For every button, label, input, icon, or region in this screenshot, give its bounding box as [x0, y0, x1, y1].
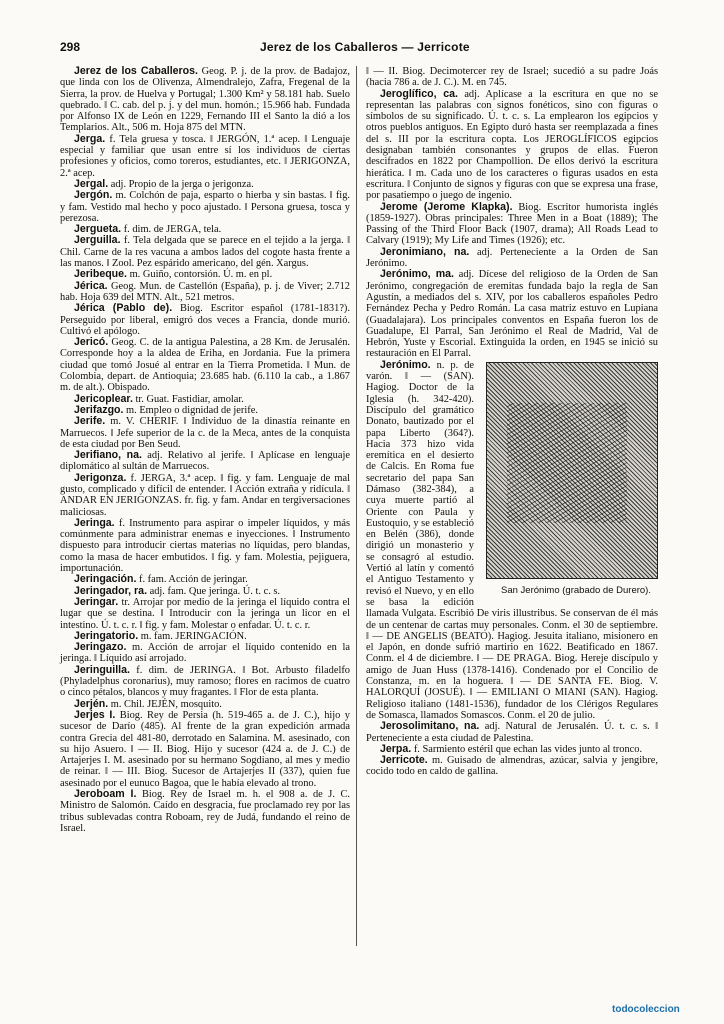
headword: Jeringación. [74, 573, 137, 586]
headword: Jerigonza. [74, 471, 127, 484]
headword: Jeribeque. [74, 268, 127, 281]
entry [60, 642, 350, 665]
entry [60, 473, 350, 518]
headword: Jerjes I. [74, 708, 116, 721]
figure-caption: San Jerónimo (grabado de Durero). [501, 584, 651, 596]
engraving-figure [480, 362, 658, 602]
definition: f. Instrumento para aspirar o impeler líquidos, y más comúnmente para administrar enemas e inyecciones. ‖ Instrumento dispuesto para introducir ciertas materias no líquidas, pero blandas, como la masa de hacer embutidos. ‖ fig. y fam. Molestia, pejiguera, importunación. [60, 517, 350, 575]
headword: Jerife. [74, 415, 106, 428]
definition: n. p. de varón. ‖ — (SAN). Hagiog. Doctor de la Iglesia (h. 342-420). Discípulo del gramático Donato, bautizado por el papa Liberto (364?). Hacia 373 hizo vida eremítica en el desierto de Calcis. En Roma fue secretario del papa San Dámaso (382-384), a cuya muerte partió al Oriente con Paula y Eustoquio, y se estableció en Belén (386), donde dirigió un monasterio y se consagró al estudio. Vertió al latín y comentó el Antiguo Testamento y revisó el Nuevo, y en ello se basa la edición llamada Vulgata. Escribió De viris illustribus. Se conservan de él más de un centenar de cartas muy personales. Conm. el 30 de septiembre. ‖ — DE ANGELIS (BEATO). Hagiog. Jesuita italiano, misionero en el Japón, en donde sufrió martirio en 1622. Beatificado en 1867. Conm. el 4 de diciembre. ‖ — DE PRAGA. Biog. Hereje discípulo y amigo de Juan Huss (1378-1416). Condenado por el Concilio de Constanza, m. en la hoguera. ‖ — DE SANTA FE. Biog. V. HALORQUÍ (JOSUÉ). ‖ — EMILIANI O MIANI (SAN). Hagiog. Religioso italiano (1481-1536), fundador de los Clérigos Regulares de Somasca, llamados Somascos. Conm. el 20 de julio. [366, 359, 658, 721]
entry [366, 269, 658, 359]
entry [60, 235, 350, 269]
headword: Jerifiano, na. [74, 449, 142, 462]
entry [366, 721, 658, 744]
entry [60, 134, 350, 179]
headword: Jerpa. [380, 742, 412, 755]
column-divider [356, 66, 357, 946]
entry [366, 247, 658, 270]
headword: Jergón. [74, 189, 113, 202]
entry [60, 66, 350, 134]
headword: Jeringar. [74, 595, 119, 608]
definition: Biog. Escritor español (1781-1831?). Perseguido por liberal, emigró dos veces a Francia, donde murió. Cultivó el apólogo. [60, 303, 350, 337]
definition: m. Guisado de almendras, azúcar, salvia y jengibre, cocido todo en caldo de gallina. [366, 755, 658, 778]
entry [60, 281, 350, 304]
running-head: Jerez de los Caballeros — Jerricote [260, 40, 470, 54]
headword: Jérica (Pablo de). [74, 302, 173, 315]
right-column [366, 66, 658, 778]
headword: Jerosolimitano, na. [380, 720, 480, 733]
definition: tr. Arrojar por medio de la jeringa el líquido contra el lugar que se destina. ‖ Introducir con la jeringa un licor en el intestino. Ú. t. c. r. ‖ fig. y fam. Molestar o enfadar. Ú. t. c. r. [60, 596, 350, 631]
headword: Jeringador, ra. [74, 584, 148, 597]
entry [366, 755, 658, 778]
headword: Jeroglífico, ca. [380, 87, 458, 100]
headword: Jerifazgo. [74, 403, 124, 416]
definition: m. Empleo o dignidad de jerife. [123, 404, 258, 416]
headword: Jeringatorio. [74, 629, 139, 642]
definition: tr. Guat. Fastidiar, amolar. [132, 393, 244, 405]
headword: Jerguilla. [74, 234, 121, 247]
definition: adj. Natural de Jerusalén. Ú. t. c. s. ‖ Perteneciente a esta ciudad de Palestina. [366, 721, 659, 744]
definition: Biog. Rey de Israel m. h. el 908 a. de J. C. Ministro de Salomón. Caído en desgracia, fue proclamado rey por las tribus sublevadas contra Roboam, rey de Judá, fundando el reino de Israel. [60, 789, 350, 834]
headword: Jeroboam I. [74, 788, 137, 800]
definition: f. dim. de JERINGA. ‖ Bot. Arbusto filadelfo (Phyladelphus coronarius), muy ramoso; flores en racimos de cuatro o cinco pétalos, blancos y muy fragantes. ‖ Flor de esta planta. [60, 664, 350, 699]
definition: adj. Relativo al jerife. ‖ Aplícase en lenguaje diplomático al sultán de Marruecos. [60, 450, 350, 473]
left-column [60, 66, 350, 834]
definition: m. fam. JERINGACIÓN. [138, 630, 247, 642]
definition: f. Tela delgada que se parece en el tejido a la jerga. ‖ Chil. Carne de la res vacuna a ambos lados del cogote hasta frente a las manos. ‖ Zool. Pez espárido americano, del gén. Xargus. [60, 235, 350, 270]
definition: Geog. C. de la antigua Palestina, a 28 Km. de Jerusalén. Corresponde hoy a la aldea de Eriha, en Jordania. Fue la primera ciudad que tomó Josué al entrar en la Tierra Prometida. ‖ Mun. de Colombia, depart. de Antioquia; 23.685 hab. (6.110 la cab., a 1.867 m. de alt.). Obispado. [60, 337, 350, 394]
entry [366, 89, 658, 202]
entry [366, 202, 658, 247]
entry [60, 416, 350, 450]
definition: adj. Perteneciente a la Orden de San Jerónimo. [366, 246, 658, 270]
headword: Jerome (Jerome Klapka). [380, 200, 513, 213]
definition: adj. fam. Que jeringa. Ú. t. c. s. [147, 585, 281, 597]
watermark: todocoleccion [612, 1004, 680, 1015]
entry [366, 360, 658, 722]
headword: Jeronimiano, na. [380, 245, 470, 258]
headword: Jerjén. [74, 697, 109, 710]
headword: Jeringuilla. [74, 663, 130, 676]
headword: Jergueta. [74, 223, 122, 236]
page-header [60, 40, 664, 60]
definition: adj. Propio de la jerga o jerigonza. [108, 178, 254, 190]
definition: Biog. Escritor humorista inglés (1859-1927). Obras principales: Three Men in a Boat (1889); The Passing of the Third Floor Back (1907, drama); All Roads Lead to Calvary (1919); My Life and Times (1926); etc. [366, 201, 658, 247]
definition: f. Sarmiento estéril que echan las vides junto al tronco. [411, 743, 643, 755]
headword: Jérica. [74, 279, 108, 292]
saint-jerome-engraving [486, 362, 658, 579]
entry [60, 710, 350, 789]
headword: Jeringazo. [74, 641, 127, 654]
definition: m. Acción de arrojar el líquido contenido en la jeringa. ‖ Líquido así arrojado. [60, 642, 350, 665]
entry [60, 665, 350, 699]
headword: Jerricote. [380, 754, 428, 767]
entry [60, 789, 350, 834]
entry [60, 190, 350, 224]
definition: ‖ — II. Biog. Decimotercer rey de Israel; sucedió a su padre Joás (hacia 786 a. de J. C.). M. en 745. [366, 66, 658, 89]
entry [60, 597, 350, 631]
headword: Jerónimo. [380, 358, 431, 371]
definition: adj. Dícese del religioso de la Orden de San Jerónimo, congregación de eremitas fundada bajo la regla de San Agustín, a mediados del s. XIV, por los caballeros españoles Pedro Fernández Pecha y Pedro Román. La casa matriz estuvo en Lupiana (Guadalajara). Los principales conventos en España fueron los de Guadalupe, El Parral, San Jerónimo el Real de Madrid, Val de Hebrón, Yuste y Escorial. Extinguida la orden, en 1945 se inició su restauración en El Parral. [366, 269, 658, 360]
entry [60, 303, 350, 337]
definition: f. Tela gruesa y tosca. ‖ JERGÓN, 1.ª acep. ‖ Lenguaje especial y familiar que usan entre sí los individuos de ciertas profesiones y oficios, como toreros, estudiantes, etc. ‖ JERIGONZA, 2.ª acep. [60, 133, 350, 179]
definition: f. dim. de JERGA, tela. [121, 224, 222, 236]
definition: m. Colchón de paja, esparto o hierba y sin bastas. ‖ fig. y fam. Vestido mal hecho y poco ajustado. ‖ Persona gruesa, tosca y perezosa. [60, 190, 350, 224]
entry [366, 66, 658, 89]
headword: Jerga. [74, 132, 106, 145]
definition: m. Guiño, contorsión. Ú. m. en pl. [127, 269, 273, 281]
headword: Jerónimo, ma. [380, 268, 454, 281]
headword: Jericoplear. [74, 392, 133, 405]
definition: f. JERGA, 3.ª acep. ‖ fig. y fam. Lenguaje de mal gusto, complicado y difícil de entender. ‖ Acción extraña y ridícula. ‖ ANDAR EN JERIGONZAS. fr. fig. y fam. Andar en tergiversaciones maliciosas. [60, 472, 350, 518]
definition: Biog. Rey de Persia (h. 519-465 a. de J. C.), hijo y sucesor de Darío (485). Al frente de la gran expedición armada contra Grecia del 481-80, derrotado en Salamina. M. asesinado, con su hijo Asuero. ‖ — II. Biog. Hijo y sucesor (424 a. de J. C.) de Artajerjes I. M. asesinado por su hermano Sogdiano, al mes y medio de reinar. ‖ — III. Biog. Sucesor de Artajerjes II (337), quien fue asesinado por el eunuco Bagoa, que le había elevado al trono. [60, 709, 351, 789]
definition: m. Chil. JEJÉN, mosquito. [108, 698, 222, 710]
definition: m. V. CHERIF. ‖ Individuo de la dinastía reinante en Marruecos. ‖ Jefe superior de la c. de la Meca, antes de la conquista de esta ciudad por Ben Seud. [60, 416, 350, 450]
definition: Geog. P. j. de la prov. de Badajoz, que linda con los de Olivenza, Almendralejo, Zafra, Fregenal de la Sierra, la prov. de Huelva y Portugal; 1.300 Km² y 58.181 hab. Suelo quebrado. ‖ C. cab. del p. j. y del mun. homón.; 15.966 hab. Fundada por Alfonso IX de León en 1229, Fernando III el Santo la dió a los Templarios. Alt., 506 m. Hoja 875 del MTN. [60, 66, 350, 134]
page-number: 298 [60, 40, 81, 54]
headword: Jerez de los Caballeros. [74, 65, 198, 77]
definition: f. fam. Acción de jeringar. [136, 574, 248, 586]
headword: Jericó. [74, 336, 109, 349]
headword: Jergal. [74, 177, 109, 190]
headword: Jeringa. [74, 516, 115, 529]
definition: Geog. Mun. de Castellón (España), p. j. de Viver; 2.712 hab. Hoja 639 del MTN. Alt., 521 metros. [60, 280, 350, 303]
definition: adj. Aplícase a la escritura en que no se representan las palabras con signos fonéticos, sino con figuras o símbolos de su significado. Ú. t. c. s. La emplearon los egipcios y otros pueblos antiguos. En Egipto duró hasta ser reemplazada a fines del s. III por la escritura copta. Los JEROGLÍFICOS egipcios designaban también consonantes y grupos de ellas. Fueron descifrados en 1822 por Champollion. De ellos derivó la escritura hierática. ‖ m. Cada uno de los caracteres o figuras usados en esta escritura. ‖ Conjunto de signos y figuras con que se expresa una frase, por pasatiempo o juego de ingenio. [366, 88, 658, 202]
entry [60, 450, 350, 473]
entry [60, 337, 350, 393]
entry [60, 518, 350, 574]
